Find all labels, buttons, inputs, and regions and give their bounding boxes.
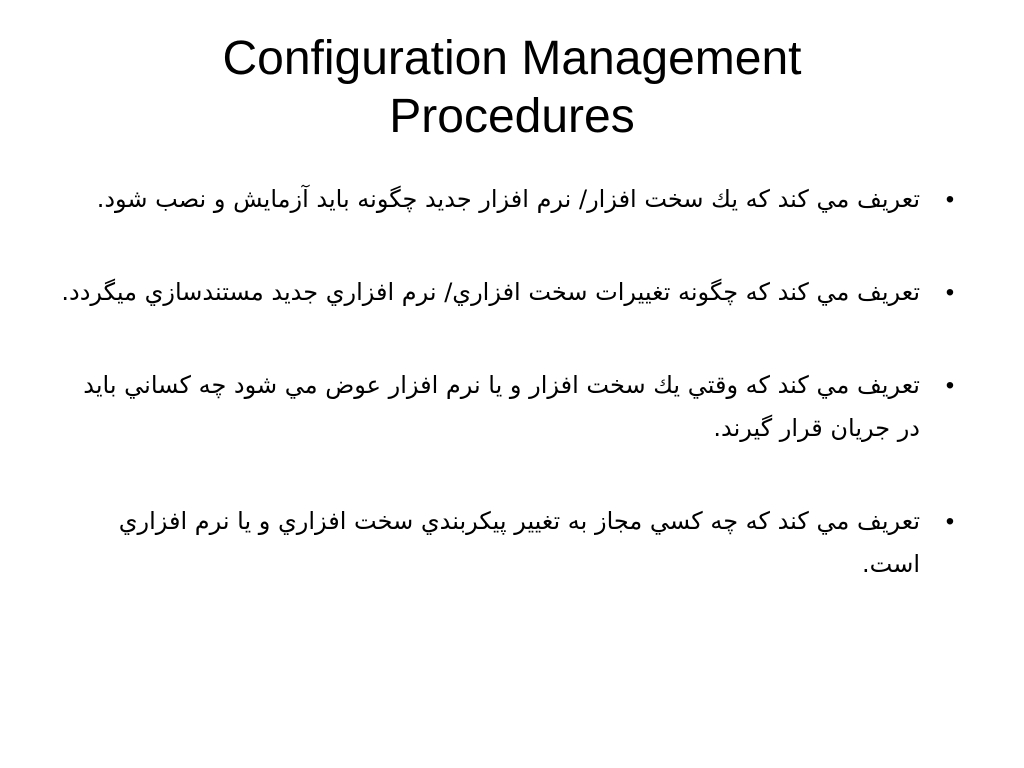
bullet-item <box>60 271 960 314</box>
bullet-text: تعريف مي كند كه يك سخت افزار/ نرم افزار جديد چگونه بايد آزمايش و نصب شود. <box>96 185 920 213</box>
slide-title-line-1: Configuration Management <box>222 32 802 85</box>
bullet-item <box>60 178 960 221</box>
bullet-text: تعريف مي كند كه چگونه تغييرات سخت افزاري/ نرم افزاري جديد مستندسازي ميگردد. <box>61 278 920 306</box>
bullet-text: تعريف مي كند كه چه كسي مجاز به تغيير پيكربندي سخت افزاري و يا نرم افزاري است. <box>118 507 920 578</box>
bullet-item <box>60 500 960 586</box>
bullet-marker-icon: • <box>945 372 955 399</box>
bullet-marker-icon: • <box>945 508 955 535</box>
slide-title-line-2: Procedures <box>389 90 635 143</box>
bullet-item <box>60 364 960 450</box>
bullet-list <box>60 178 960 636</box>
slide-title <box>0 30 1024 146</box>
bullet-text: تعريف مي كند كه وقتي يك سخت افزار و يا نرم افزار عوض مي شود چه كساني بايد در جريان قرار گيرند. <box>83 371 920 442</box>
bullet-marker-icon: • <box>945 279 955 306</box>
bullet-marker-icon: • <box>945 186 955 213</box>
